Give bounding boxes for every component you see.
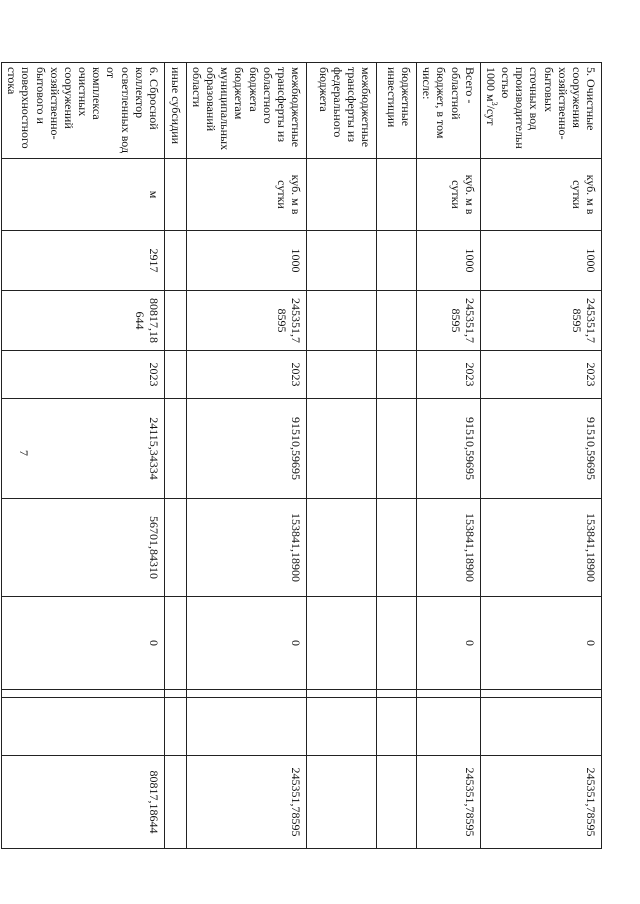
row-label-cell — [186, 63, 306, 159]
row-label-line: инвестиции — [384, 67, 399, 128]
row-label-line: Всего - областной — [448, 67, 477, 120]
sum-b-cell — [480, 499, 601, 597]
year-cell — [164, 351, 186, 399]
sum-c-cell — [377, 597, 417, 690]
year-text: 2023 — [584, 362, 598, 387]
sum-b-text: 153841,18900 — [462, 513, 477, 582]
sum-a-text: 24115,34334 — [146, 417, 161, 480]
total-text: 80817,18644 — [146, 770, 161, 834]
table-row — [417, 63, 481, 849]
row-label-line: хозяйственно- — [47, 67, 62, 140]
row-label-line: коллектор — [132, 67, 147, 119]
amount-cell — [417, 291, 481, 351]
row-label-line: областного бюджета — [246, 67, 275, 124]
capacity-line — [484, 67, 499, 154]
capacity-cell — [164, 231, 186, 291]
sum-a-cell — [186, 399, 306, 499]
sum-b-cell — [377, 499, 417, 597]
row-label-line: федерального — [330, 67, 345, 138]
row-label-line: 6. Сбросной — [146, 67, 161, 130]
amount-line: 644 — [132, 311, 147, 330]
amount-line: 8595 — [569, 308, 584, 333]
amount-line: 245351,7 — [462, 298, 477, 343]
sum-d-cell — [164, 690, 186, 698]
sum-a-cell — [164, 399, 186, 499]
sum-e-cell — [164, 698, 186, 756]
total-cell — [377, 756, 417, 849]
unit-cell — [186, 159, 306, 231]
sum-d-cell — [377, 690, 417, 698]
row-label-line: сооружений — [61, 67, 76, 129]
amount-cell — [307, 291, 377, 351]
capacity-cell — [417, 231, 481, 291]
capacity-cell — [377, 231, 417, 291]
capacity-text: 2917 — [146, 248, 161, 273]
sum-d-cell — [480, 690, 601, 698]
unit-line: м — [146, 190, 161, 199]
sum-b-cell — [186, 499, 306, 597]
unit-line: сутки — [274, 180, 289, 209]
sum-c-text: 0 — [584, 640, 598, 646]
row-label-line: бюджетные — [399, 67, 414, 127]
sum-a-text: 91510,59695 — [289, 417, 304, 480]
total-cell — [186, 756, 306, 849]
row-label-line: производительностью — [499, 67, 528, 149]
amount-cell — [164, 291, 186, 351]
capacity-text: 1000 — [289, 248, 304, 273]
row-label-line: поверхностного стока — [5, 67, 34, 149]
sum-e-cell — [2, 698, 165, 756]
row-label-line: сооружения — [569, 67, 584, 128]
capacity-cell — [307, 231, 377, 291]
unit-cell — [417, 159, 481, 231]
row-label-line: осветленных вод от — [104, 67, 133, 154]
funding-table — [1, 62, 602, 849]
total-cell — [2, 756, 165, 849]
table-row — [164, 63, 186, 849]
row-label-line: трансферты из — [274, 67, 289, 143]
year-cell — [307, 351, 377, 399]
row-label-line: бюджет, в том числе: — [420, 67, 449, 139]
row-label-line: бюджетам — [232, 67, 247, 120]
row-label-cell — [307, 63, 377, 159]
sum-a-text: 91510,59695 — [584, 417, 598, 480]
sum-b-cell — [417, 499, 481, 597]
rotated-table-wrapper — [5, 62, 602, 848]
table-row — [307, 63, 377, 849]
unit-line: сутки — [448, 180, 463, 209]
year-text: 2023 — [146, 362, 161, 387]
sum-d-cell — [186, 690, 306, 698]
sum-b-text: 153841,18900 — [289, 513, 304, 582]
amount-cell — [377, 291, 417, 351]
unit-line: сутки — [569, 180, 584, 209]
sum-b-cell — [307, 499, 377, 597]
sum-c-cell — [417, 597, 481, 690]
row-label-cell — [417, 63, 481, 159]
total-cell — [307, 756, 377, 849]
sum-e-cell — [480, 698, 601, 756]
row-label-cell — [377, 63, 417, 159]
sum-e-cell — [417, 698, 481, 756]
capacity-cell — [480, 231, 601, 291]
sum-a-cell — [377, 399, 417, 499]
sum-b-cell — [164, 499, 186, 597]
unit-line: куб. м в — [289, 174, 304, 215]
amount-line: 8595 — [274, 308, 289, 333]
capacity-text: 1000 — [584, 248, 598, 273]
sum-e-cell — [307, 698, 377, 756]
page-number: 7 — [17, 450, 31, 456]
sum-d-cell — [307, 690, 377, 698]
capacity-cell — [186, 231, 306, 291]
sum-c-text: 0 — [289, 640, 304, 646]
row-label-line: комплекса очистных — [76, 67, 105, 120]
unit-cell — [307, 159, 377, 231]
table-row — [480, 63, 601, 849]
capacity-cell — [2, 231, 165, 291]
row-label-line: межбюджетные — [289, 67, 304, 148]
row-label-line: иные субсидии — [168, 67, 183, 145]
table-row — [2, 63, 165, 849]
sum-c-cell — [2, 597, 165, 690]
sum-c-text: 0 — [462, 640, 477, 646]
unit-cell — [377, 159, 417, 231]
row-label-line: хозяйственно- — [555, 67, 570, 140]
capacity-value: 1000 м — [483, 67, 498, 102]
row-label-cell — [2, 63, 165, 159]
sum-d-cell — [2, 690, 165, 698]
sum-e-cell — [186, 698, 306, 756]
sum-b-cell — [2, 499, 165, 597]
row-label-line: 5. Очистные — [584, 67, 598, 131]
total-text: 245351,78595 — [289, 767, 304, 837]
amount-cell — [186, 291, 306, 351]
amount-line: 8595 — [448, 308, 463, 333]
year-cell — [417, 351, 481, 399]
sum-b-text: 56701,84310 — [146, 516, 161, 579]
sum-e-cell — [377, 698, 417, 756]
amount-line: 245351,7 — [584, 298, 598, 343]
capacity-unit: /сут — [483, 105, 498, 126]
sum-a-cell — [417, 399, 481, 499]
row-label-line: трансферты из — [344, 67, 359, 143]
unit-line: куб. м в — [462, 174, 477, 215]
table-row — [186, 63, 306, 849]
unit-cell — [2, 159, 165, 231]
sum-b-text: 153841,18900 — [584, 513, 598, 582]
row-label-line: муниципальных — [218, 67, 233, 151]
row-label-line: межбюджетные — [359, 67, 374, 148]
sum-a-cell — [307, 399, 377, 499]
total-text: 245351,78595 — [462, 767, 477, 837]
unit-cell — [164, 159, 186, 231]
amount-line: 80817,18 — [146, 298, 161, 343]
year-cell — [480, 351, 601, 399]
row-label-line: бытовых сточных вод — [527, 67, 556, 130]
row-label-cell — [480, 63, 601, 159]
year-cell — [186, 351, 306, 399]
year-cell — [2, 351, 165, 399]
row-label-line: бытового и — [33, 67, 48, 124]
sum-d-cell — [417, 690, 481, 698]
amount-line: 245351,7 — [289, 298, 304, 343]
row-label-line: образований области — [190, 67, 219, 132]
total-cell — [164, 756, 186, 849]
unit-line: куб. м в — [584, 174, 598, 215]
sum-c-text: 0 — [146, 640, 161, 646]
sum-c-cell — [186, 597, 306, 690]
capacity-text: 1000 — [462, 248, 477, 273]
sum-a-cell — [480, 399, 601, 499]
amount-cell — [480, 291, 601, 351]
total-cell — [417, 756, 481, 849]
sum-c-cell — [480, 597, 601, 690]
table-row — [377, 63, 417, 849]
year-text: 2023 — [289, 362, 304, 387]
capacity-exponent: 3 — [489, 101, 499, 106]
sum-a-cell — [2, 399, 165, 499]
year-text: 2023 — [462, 362, 477, 387]
row-label-cell — [164, 63, 186, 159]
sum-a-text: 91510,59695 — [462, 417, 477, 480]
total-cell — [480, 756, 601, 849]
amount-cell — [2, 291, 165, 351]
sum-c-cell — [307, 597, 377, 690]
sum-c-cell — [164, 597, 186, 690]
year-cell — [377, 351, 417, 399]
unit-cell — [480, 159, 601, 231]
total-text: 245351,78595 — [584, 767, 598, 837]
row-label-line: бюджета — [316, 67, 331, 112]
